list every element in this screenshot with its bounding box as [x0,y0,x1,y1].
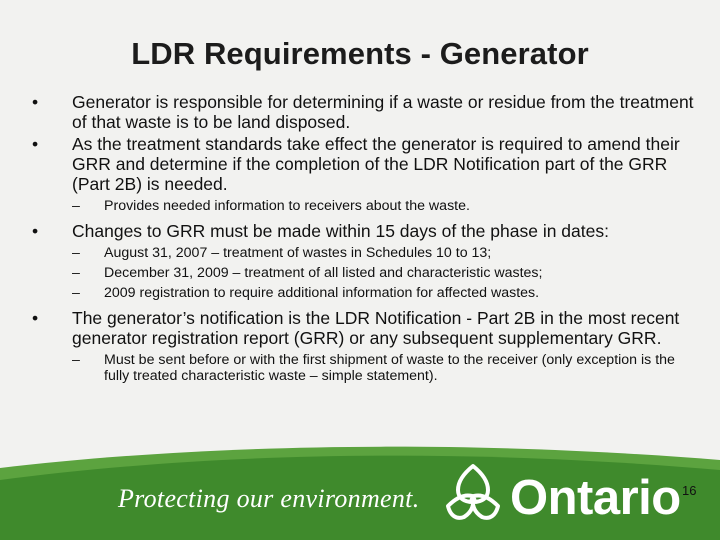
footer-tagline: Protecting our environment. [118,484,420,513]
bullet-item [32,92,700,132]
bullet-text: Changes to GRR must be made within 15 days of the phase in dates: [72,221,609,241]
page-number: 16 [682,483,697,498]
sub-bullet-item [32,265,700,281]
dash-marker: – [72,245,80,261]
ontario-logo-text: Ontario [510,471,681,525]
slide-title: LDR Requirements - Generator [131,36,589,71]
bullet-marker: • [32,134,39,154]
sub-bullet-item [32,352,700,384]
slide-body [32,92,700,384]
sub-bullet-text: Provides needed information to receivers about the waste. [104,198,470,214]
trillium-icon [442,462,504,529]
sub-bullet-item [32,245,700,261]
bullet-text: As the treatment standards take effect the generator is required to amend their GRR and determine if the completion of the LDR Notification part of the GRR (Part 2B) is needed. [72,134,680,194]
dash-marker: – [72,198,80,214]
bullet-item [32,221,700,241]
bullet-marker: • [32,221,39,241]
bullet-marker: • [32,92,39,112]
sub-bullet-text: December 31, 2009 – treatment of all listed and characteristic wastes; [104,265,543,281]
sub-bullet-item [32,285,700,301]
dash-marker: – [72,265,80,281]
sub-bullet-text: 2009 registration to require additional information for affected wastes. [104,285,540,301]
sub-bullet-text: Must be sent before or with the first shipment of waste to the receiver (only exception is the fully treated characteristic waste – simple statement). [104,352,675,384]
bullet-item [32,308,700,348]
bullet-text: Generator is responsible for determining if a waste or residue from the treatment of that waste is to be land disposed. [72,92,694,132]
dash-marker: – [72,352,80,368]
bullet-text: The generator’s notification is the LDR Notification - Part 2B in the most recent generator registration report (GRR) or any subsequent supplementary GRR. [72,308,680,348]
sub-bullet-item [32,198,700,214]
bullet-marker: • [32,308,39,328]
dash-marker: – [72,285,80,301]
bullet-item [32,134,700,194]
sub-bullet-text: August 31, 2007 – treatment of wastes in Schedules 10 to 13; [104,245,492,261]
